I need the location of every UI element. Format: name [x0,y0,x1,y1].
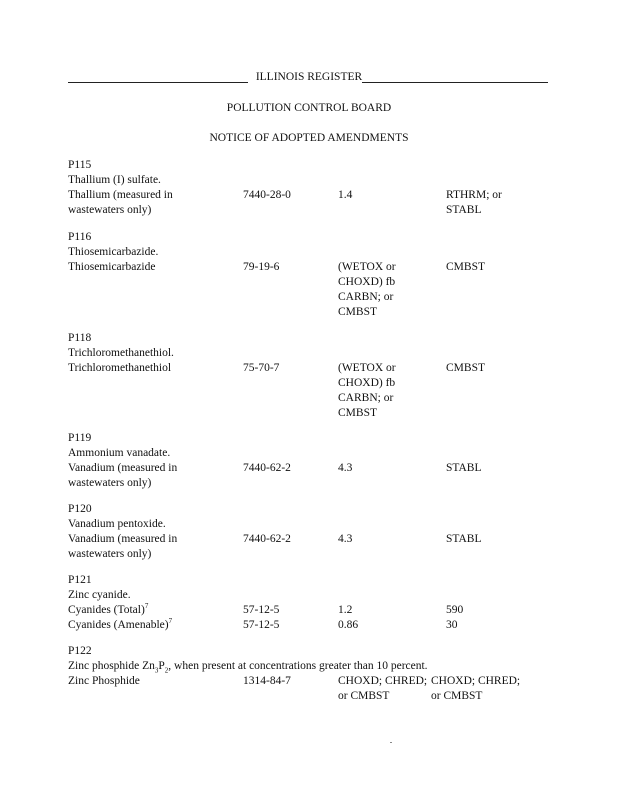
wastewater-standard: (WETOX or [338,362,396,374]
entry-name: Ammonium vanadate. [68,447,171,459]
scan-speck [390,742,392,743]
entry-name: Trichloromethanethiol. [68,347,174,359]
notice-title: NOTICE OF ADOPTED AMENDMENTS [209,132,409,144]
wastewater-standard: 1.2 [338,604,353,616]
cas-number: 57-12-5 [243,604,280,616]
constituent-name: wastewaters only) [68,477,152,489]
entry-name: Vanadium pentoxide. [68,518,166,530]
wastewater-standard: CHOXD) fb [338,276,396,288]
wastewater-standard: 4.3 [338,533,353,545]
cas-number: 7440-28-0 [243,189,291,201]
constituent-name: Trichloromethanethiol [68,362,172,374]
entry-code: P121 [68,574,92,586]
cas-number: 57-12-5 [243,619,280,631]
constituent-name: wastewaters only) [68,548,152,560]
entry-code: P119 [68,432,92,444]
entry-code: P122 [68,645,92,657]
entry-code: P118 [68,332,92,344]
wastewater-standard: 4.3 [338,462,353,474]
cas-number: 1314-84-7 [243,675,291,687]
nonwastewater-standard: 30 [446,619,458,631]
entry-name: Thiosemicarbazide. [68,246,159,258]
cas-number: 79-19-6 [243,261,280,273]
constituent-name: Cyanides (Amenable)$^7$ [68,617,173,631]
constituent-name: Thallium (measured in [68,189,173,201]
nonwastewater-standard: CMBST [446,261,485,273]
cas-number: 7440-62-2 [243,462,291,474]
constituent-name: Thiosemicarbazide [68,261,156,273]
nonwastewater-standard: or CMBST [431,690,483,702]
wastewater-standard: 1.4 [338,189,353,201]
wastewater-standard: CMBST [338,407,377,419]
wastewater-standard: CARBN; or [338,291,394,303]
nonwastewater-standard: CHOXD; CHRED; [431,675,521,687]
wastewater-standard: CMBST [338,306,377,318]
wastewater-standard: 0.86 [338,619,359,631]
constituent-name: Vanadium (measured in [68,462,178,474]
constituent-name: Zinc Phosphide [68,675,140,687]
entry-code: P120 [68,503,92,515]
entry-name: Zinc cyanide. [68,589,131,601]
constituent-name: Vanadium (measured in [68,533,178,545]
wastewater-standard: CARBN; or [338,392,394,404]
entry-name: Zinc phosphide $Zn_3P_2$, when present at concentrations greater than 10 percent. [68,660,428,675]
wastewater-standard: or CMBST [338,690,390,702]
entry-code: P116 [68,231,92,243]
nonwastewater-standard: STABL [446,533,482,545]
entry-code: P115 [68,159,92,171]
entry-name: Thallium (I) sulfate. [68,174,161,186]
footnote-marker: 7 [168,617,173,626]
nonwastewater-standard: 590 [446,604,464,616]
constituent-name: Cyanides (Total)$^7$ [68,602,149,616]
footnote-marker: 7 [144,602,149,611]
nonwastewater-standard: RTHRM; or [446,189,502,201]
constituent-name: wastewaters only) [68,204,152,216]
nonwastewater-standard: STABL [446,204,482,216]
nonwastewater-standard: CMBST [446,362,485,374]
board-name: POLLUTION CONTROL BOARD [226,102,392,114]
wastewater-standard: CHOXD) fb [338,377,396,389]
wastewater-standard: CHOXD; CHRED; [338,675,428,687]
wastewater-standard: (WETOX or [338,261,396,273]
cas-number: 7440-62-2 [243,533,291,545]
register-title: ILLINOIS REGISTER [255,71,363,83]
cas-number: 75-70-7 [243,362,280,374]
nonwastewater-standard: STABL [446,462,482,474]
